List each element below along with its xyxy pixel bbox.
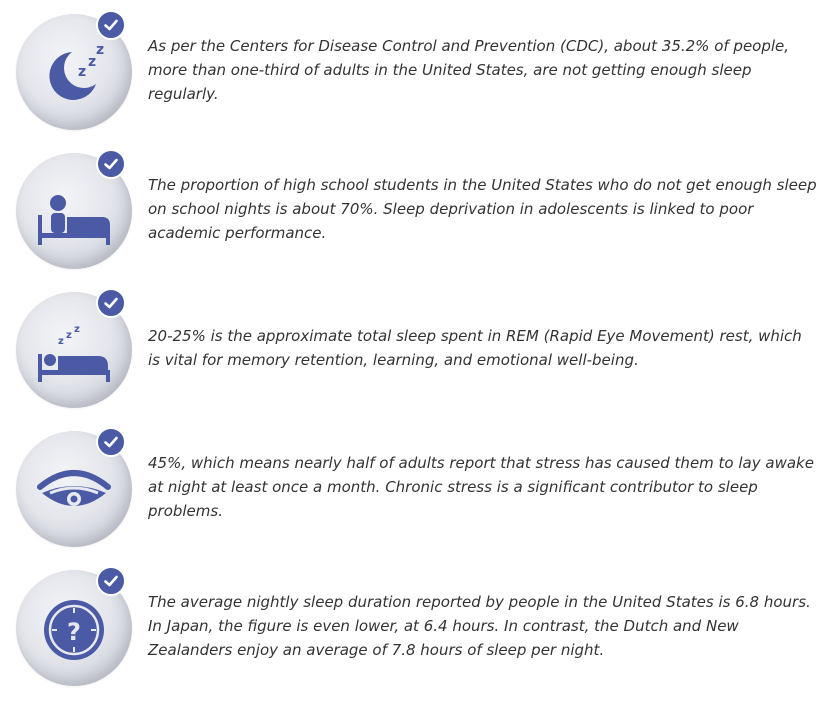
stat-item — [0, 278, 828, 408]
stat-medal — [16, 153, 132, 269]
stat-text: As per the Centers for Disease Control and Prevention (CDC), about 35.2% of people, more than one-third of adults in the United States, are not getting enough sleep regularly. — [148, 37, 790, 103]
svg-text:z: z — [58, 336, 64, 347]
stat-item — [0, 556, 828, 686]
moon-sleep-icon — [34, 32, 114, 112]
check-badge-icon — [96, 10, 126, 40]
sleeping-in-bed-icon — [34, 310, 114, 390]
stat-item — [0, 417, 828, 547]
stat-medal — [16, 292, 132, 408]
stat-text: 20-25% is the approximate total sleep spent in REM (Rapid Eye Movement) rest, which is vital for memory retention, learning, and emotional well-being. — [148, 327, 802, 369]
stat-item — [0, 0, 828, 130]
check-badge-icon — [96, 288, 126, 318]
clock-question-icon — [34, 588, 114, 668]
svg-text:z: z — [96, 42, 105, 58]
svg-text:z: z — [78, 64, 87, 80]
stat-text: The proportion of high school students in the United States who do not get enough sleep on school nights is about 70%. Sleep deprivation in adolescents is linked to poor academic performance. — [148, 176, 817, 242]
stat-medal — [16, 431, 132, 547]
svg-text:z: z — [88, 54, 97, 70]
svg-text:z: z — [74, 324, 80, 335]
stat-medal — [16, 570, 132, 686]
tired-eye-icon — [34, 449, 114, 529]
check-badge-icon — [96, 427, 126, 457]
check-badge-icon — [96, 566, 126, 596]
stat-text: 45%, which means nearly half of adults report that stress has caused them to lay awake at night at least once a month. Chronic stress is a significant contributor to sleep problems. — [148, 454, 814, 520]
stat-item — [0, 139, 828, 269]
svg-text:z: z — [66, 330, 72, 341]
stat-text: The average nightly sleep duration reported by people in the United States is 6.8 hours. In Japan, the figure is even lower, at 6.4 hours. In contrast, the Dutch and New Zealanders enjoy an average of 7.8 hours of sleep per night. — [148, 593, 811, 659]
check-badge-icon — [96, 149, 126, 179]
person-in-bed-icon — [34, 171, 114, 251]
stat-medal — [16, 14, 132, 130]
svg-text:?: ? — [67, 618, 81, 646]
